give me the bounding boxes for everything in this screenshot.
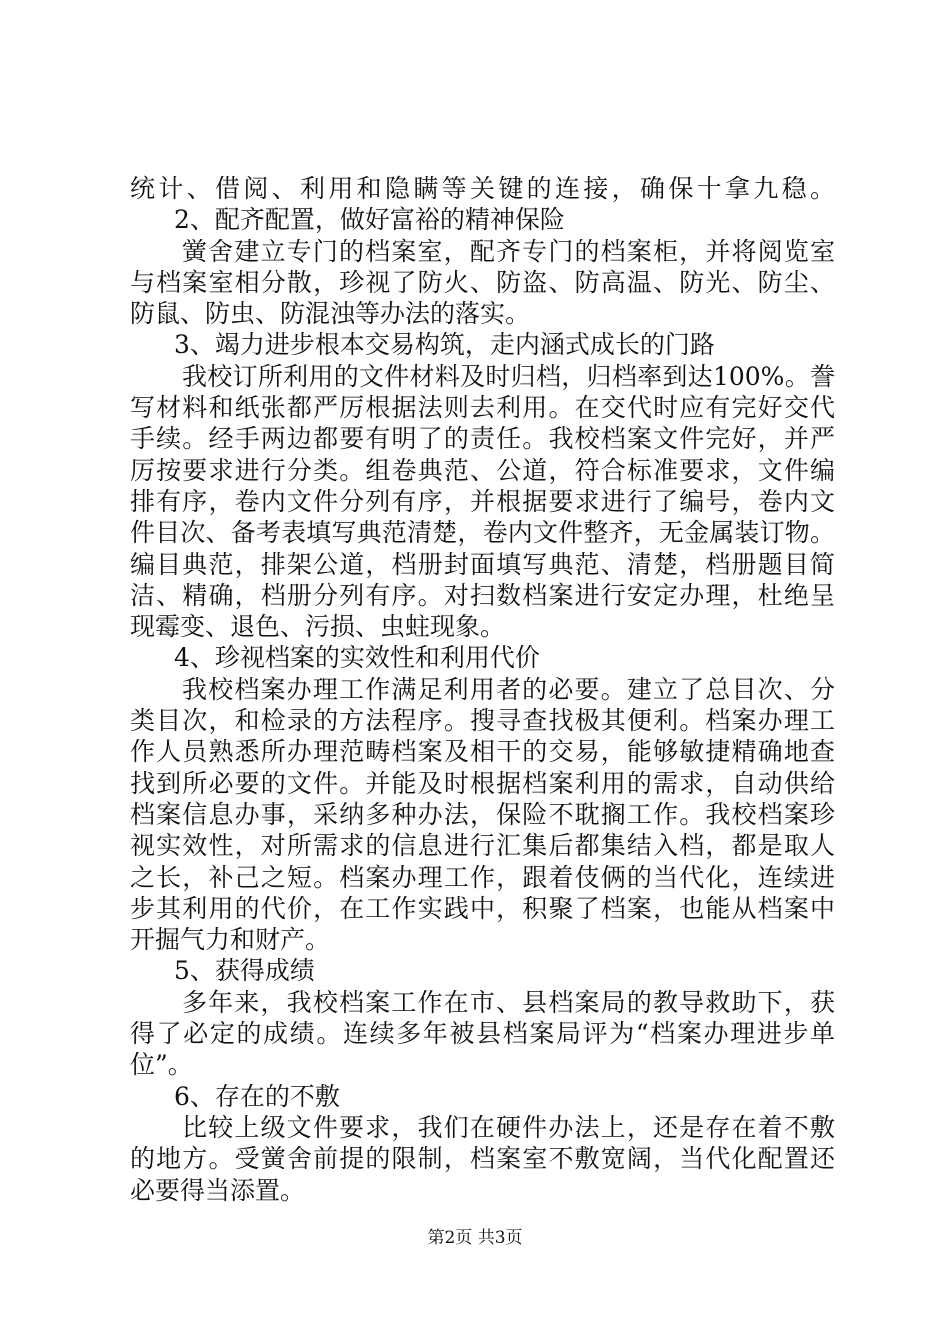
paragraph-line: 件目次、备考表填写典范清楚，卷内文件整齐，无金属装订物。 <box>130 518 835 548</box>
paragraph-line: 视实效性，对所需求的信息进行汇集后都集结入档，都是取人 <box>130 831 835 861</box>
paragraph-line: 洁、精确，档册分列有序。对扫数档案进行安定办理，杜绝呈 <box>130 580 835 610</box>
paragraph-line: 编目典范，排架公道，档册封面填写典范、清楚，档册题目简 <box>130 549 835 579</box>
paragraph-line: 我校档案办理工作满足利用者的必要。建立了总目次、分 <box>182 674 835 704</box>
paragraph-line: 开掘气力和财产。 <box>130 925 331 955</box>
paragraph-line: 必要得当添置。 <box>130 1175 306 1205</box>
paragraph-line: 作人员熟悉所办理范畴档案及相干的交易，能够敏捷精确地查 <box>130 737 835 767</box>
paragraph-line: 比较上级文件要求，我们在硬件办法上，还是存在着不敷 <box>182 1112 835 1142</box>
paragraph-line: 位”。 <box>130 1050 193 1080</box>
paragraph-line: 步其利用的代价，在工作实践中，积聚了档案，也能从档案中 <box>130 893 835 923</box>
section-heading: 4、珍视档案的实效性和利用代价 <box>174 643 540 673</box>
paragraph-line: 得了必定的成绩。连续多年被县档案局评为“档案办理进步单 <box>130 1019 835 1049</box>
section-heading: 3、竭力进步根本交易构筑，走内涵式成长的门路 <box>174 330 715 360</box>
paragraph-line: 统计、借阅、利用和隐瞒等关键的连接，确保十拿九稳。 <box>130 174 835 203</box>
paragraph-line: 排有序，卷内文件分列有序，并根据要求进行了编号，卷内文 <box>130 486 835 516</box>
paragraph-line: 档案信息办事，采纳多种办法，保险不耽搁工作。我校档案珍 <box>130 799 835 829</box>
paragraph-line: 我校订所利用的文件材料及时归档，归档率到达100%。誊 <box>182 361 835 391</box>
paragraph-line: 防鼠、防虫、防混浊等办法的落实。 <box>130 299 531 329</box>
paragraph-line: 写材料和纸张都严厉根据法则去利用。在交代时应有完好交代 <box>130 393 835 423</box>
paragraph-line: 的地方。受黉舍前提的限制，档案室不敷宽阔，当代化配置还 <box>130 1144 835 1174</box>
paragraph-line: 厉按要求进行分类。组卷典范、公道，符合标准要求，文件编 <box>130 455 835 485</box>
section-heading: 5、获得成绩 <box>174 956 315 986</box>
page-footer: 第2页 共3页 <box>427 1228 523 1248</box>
section-heading: 6、存在的不敷 <box>174 1081 340 1111</box>
paragraph-line: 与档案室相分散，珍视了防火、防盗、防高温、防光、防尘、 <box>130 267 835 297</box>
paragraph-line: 找到所必要的文件。并能及时根据档案利用的需求，自动供给 <box>130 768 835 798</box>
paragraph-line: 黉舍建立专门的档案室，配齐专门的档案柜，并将阅览室 <box>182 236 835 266</box>
document-body <box>130 173 835 1206</box>
paragraph-line: 手续。经手两边都要有明了的责任。我校档案文件完好，并严 <box>130 424 835 454</box>
paragraph-line: 之长，补己之短。档案办理工作，跟着伎俩的当代化，连续进 <box>130 862 835 892</box>
paragraph-line: 多年来，我校档案工作在市、县档案局的教导救助下，获 <box>182 987 835 1017</box>
section-heading: 2、配齐配置，做好富裕的精神保险 <box>174 205 565 235</box>
paragraph-line: 现霉变、退色、污损、虫蛀现象。 <box>130 612 506 642</box>
paragraph-line: 类目次，和检录的方法程序。搜寻查找极其便利。档案办理工 <box>130 706 835 736</box>
